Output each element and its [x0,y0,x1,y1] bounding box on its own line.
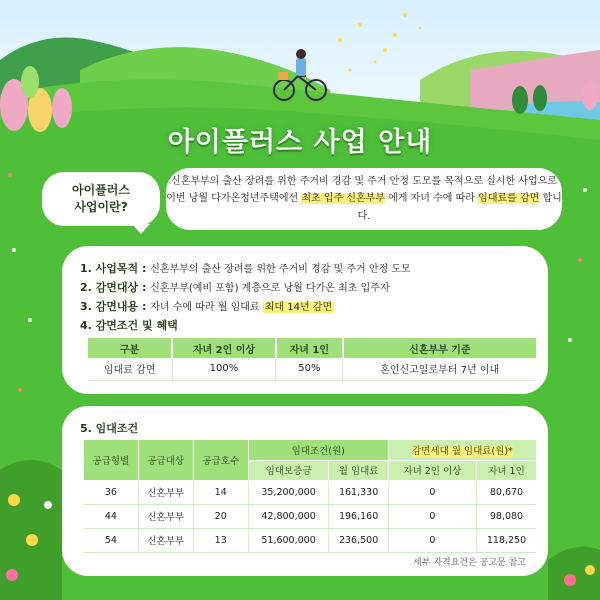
rental-cell: 신혼부부 [138,504,193,528]
rental-cell: 36 [84,480,138,504]
rental-header-reduced-rent [388,440,536,460]
benefit-cell: 혼인신고일로부터 7년 이내 [343,358,536,380]
rental-cell: 80,670 [476,480,536,504]
rental-cell: 신혼부부 [138,480,193,504]
benefit-cell: 100% [172,358,276,380]
rental-cell: 42,800,000 [248,504,329,528]
rental-header-deposit: 임대보증금 [248,460,329,480]
intro-description [166,168,562,230]
rental-cell: 0 [388,528,476,552]
rental-header-one: 자녀 1인 [476,460,536,480]
purpose-text: 신혼부부의 출산 장려를 위한 주거비 경감 및 주거 안정 도모 [150,264,411,275]
benefit-header-one-child: 자녀 1인 [276,338,343,358]
rental-cell: 161,330 [329,480,388,504]
benefit-cell: 50% [276,358,343,380]
rental-cell: 신혼부부 [138,528,193,552]
rental-cell: 14 [193,480,248,504]
eligibility-label: 2. 감면대상 : [80,281,151,294]
rental-cell: 51,600,000 [248,528,329,552]
rental-header-target: 공급대상 [138,440,193,480]
table-row [88,358,536,380]
rental-cell: 13 [193,528,248,552]
rental-cell: 0 [388,480,476,504]
page-title: 아이플러스 사업 안내 [167,127,433,158]
rental-heading: 5. 임대조건 [80,422,139,435]
intro-highlight-first-move-in: 최초 입주 신혼부부 [301,193,385,205]
rental-cell: 196,160 [329,504,388,528]
reduction-item [80,298,334,314]
benefit-table-header-row [88,338,536,358]
intro-label-bubble [42,172,160,226]
reduction-text: 자녀 수에 따라 월 임대료 [150,302,263,313]
rental-header-monthly: 월 임대료 [329,460,388,480]
conditions-label: 4. 감면조건 및 혜택 [80,319,178,332]
rental-cell: 118,250 [476,528,536,552]
rental-header-type: 공급형별 [84,440,138,480]
benefit-header-criteria: 신혼부부 기준 [343,338,536,358]
rental-cell: 0 [388,504,476,528]
benefit-header-category: 구분 [88,338,172,358]
intro-label-line1: 아이플러스 [72,182,130,197]
reduction-label: 3. 감면내용 : [80,300,151,313]
rental-conditions-card [62,406,548,576]
rental-header-conditions: 임대조건(원) [248,440,388,460]
intro-line2-pre: 이번 낭월 다가온청년주택에선 [166,193,302,205]
rental-cell: 54 [84,528,138,552]
intro-line2-mid: 에게 자녀 수에 따라 [384,193,479,205]
program-details-card [62,246,548,394]
rental-header-reduced-rent-text: 감면세대 월 임대료(원)* [412,445,513,457]
conditions-item [80,317,178,333]
rental-cell: 44 [84,504,138,528]
purpose-item [80,260,411,276]
eligibility-item [80,279,390,295]
rental-cell: 236,500 [329,528,388,552]
intro-line2-post: 합니다. [357,193,562,222]
reduction-highlight: 최대 14년 감면 [264,302,333,313]
benefit-cell: 임대료 감면 [88,358,172,380]
rental-cell: 98,080 [476,504,536,528]
intro-line2 [166,190,562,225]
rental-header-row-1 [84,440,536,460]
rental-cell: 35,200,000 [248,480,329,504]
intro-label-line2: 사업이란? [74,200,128,214]
rental-cell: 20 [193,504,248,528]
rental-header-units: 공급호수 [193,440,248,480]
rental-header-two-plus: 자녀 2인 이상 [388,460,476,480]
rental-footnote: 세부 자격요건은 공고문 참고 [413,558,526,568]
rental-table [84,440,536,553]
intro-line1: 신혼부부의 출산 장려를 위한 주거비 경감 및 주거 안정 도모를 목적으로 실시한 사업으로 [171,175,557,187]
eligibility-text: 신혼부부(예비 포함) 계층으로 낭월 다가온 최초 입주자 [150,283,390,294]
table-row [84,504,536,528]
benefit-table [88,338,536,381]
purpose-label: 1. 사업목적 : [80,262,151,275]
table-row [84,480,536,504]
table-row [84,528,536,552]
benefit-header-two-plus: 자녀 2인 이상 [172,338,276,358]
intro-highlight-rent-reduction: 임대료를 감면 [478,193,540,205]
